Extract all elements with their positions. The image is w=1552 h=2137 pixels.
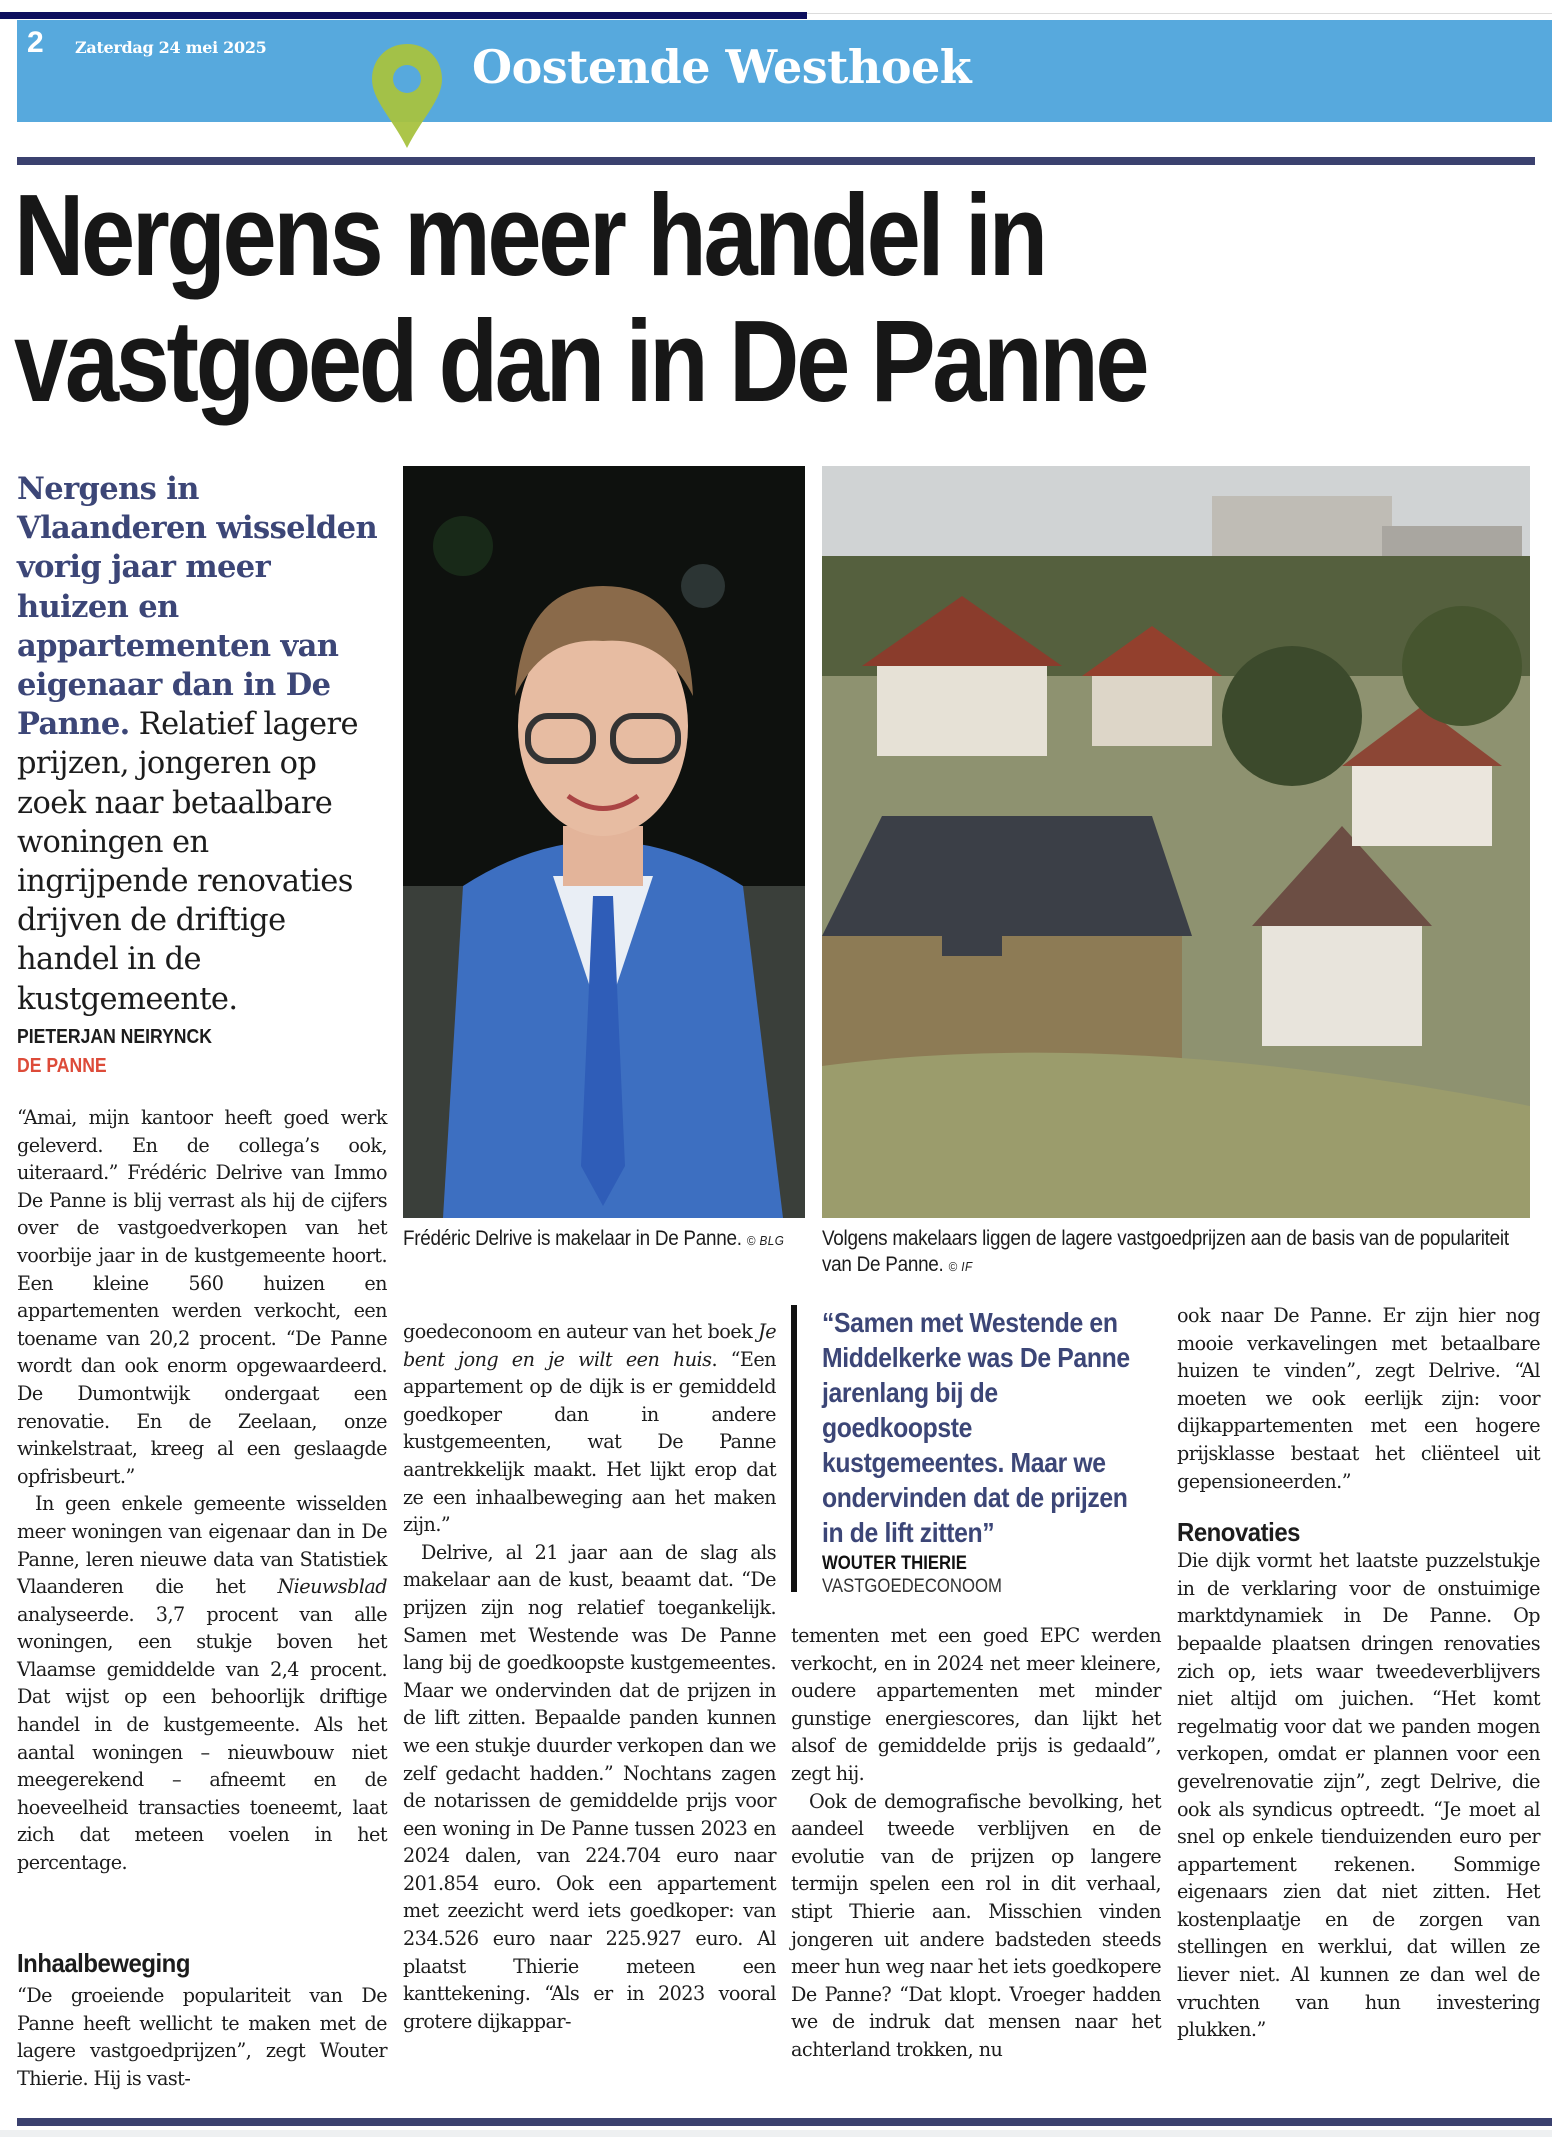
body-paragraph: “De groeiende populariteit van De Panne heeft wellicht te maken met de lagere vastgoedprijzen”, zegt Wouter Thierie. Hij is vast- [17, 1984, 387, 2090]
pull-quote-name: WOUTER THIERIE [822, 1553, 967, 1574]
body-paragraph: Die dijk vormt het laatste puzzelstukje in de verklaring voor de onstuimige marktdynamiek in De Panne. Op bepaalde plaatsen dringen renovaties zich op, iets waar tweedeverblijvers niet altijd om juichen. “Het komt regelmatig voor dat we panden mogen verkopen, omdat er plannen voor een gevelrenovatie zijn”, zegt Delrive, die ook als syndicus optreedt. “Je moet al snel op enkele tienduizenden euro per appartement rekenen. Sommige eigenaars zien dat niet zitten. Het kostenplaatje en de zorgen van stellingen en werklui, dat willen ze liever niet. Al kunnen ze dan wel de vruchten van hun investering plukken.” [1177, 1549, 1540, 2042]
top-hairline [807, 13, 1552, 14]
byline: PIETERJAN NEIRYNCK [17, 1026, 212, 1048]
article-headline [14, 172, 1291, 424]
portrait-caption [403, 1226, 799, 1254]
location-pin-icon [370, 42, 444, 150]
pull-quote-role: VASTGOEDECONOOM [822, 1576, 1002, 1597]
caption-text: Volgens makelaars liggen de lagere vastgoedprijzen aan de basis van de populariteit van De Panne. [822, 1227, 1509, 1276]
headline-line: Nergens meer handel in [14, 170, 1045, 300]
book-title: Je bent jong en je wilt een huis [403, 1320, 776, 1371]
subhead-inhaalbeweging: Inhaalbeweging [17, 1948, 190, 1978]
body-paragraph: tementen met een goed EPC werden verkocht, en in 2024 net meer kleinere, oudere appartementen met minder gunstige energiescores, dan lijkt het alsof de gemiddelde prijs is gedaald”, zegt hij. [791, 1624, 1161, 1785]
subhead-renovaties: Renovaties [1177, 1517, 1301, 1548]
issue-date: Zaterdag 24 mei 2025 [75, 38, 267, 57]
intro-text: Relatief lagere prijzen, jongeren op zoek naar betaalbare woningen en ingrijpende renovaties drijven de driftige handel in de kustgemeente. [17, 707, 358, 1017]
portrait-photo [403, 466, 805, 1218]
footer-rule [17, 2118, 1552, 2126]
caption-text: Frédéric Delrive is makelaar in De Panne. [403, 1227, 742, 1250]
body-paragraph: ook naar De Panne. Er zijn hier nog mooie verkavelingen met betaalbare huizen te vinden”, zegt Delrive. “Al moeten we ook eerlijk zijn: voor dijkappartementen met een hogere prijsklasse bestaat het cliënteel uit gepensioneerden.” [1177, 1304, 1540, 1493]
body-paragraph: Ook de demografische bevolking, het aandeel tweede verblijven en de evolutie van de prijzen op langere termijn spelen een rol in dit verhaal, stipt Thierie aan. Misschien vinden jongeren uit andere badsteden steeds meer hun weg naar het iets goedkopere De Panne? “Dat klopt. Vroeger hadden we de indruk dat mensen naar het achterland trokken, nu [791, 1789, 1161, 2061]
body-paragraph: Delrive, al 21 jaar aan de slag als makelaar aan de kust, beaamt dat. “De prijzen zijn nog relatief toegankelijk. Samen met Westende was De Panne lang bij de goedkoopste kustgemeentes. Maar we ondervinden dat de prijzen in de lift zitten. Bepaalde panden kunnen we een stukje duurder verkopen dan we zelf gedacht hadden.” Nochtans zagen de notarissen de gemiddelde prijs voor een woning in De Panne tussen 2023 en 2024 dalen, van 224.704 euro naar 201.854 euro. Ook een appartement met zeezicht werd iets goedkoper: van 234.526 euro naar 225.927 euro. Al plaatst Thierie meteen een kanttekening. “Als er in 2023 vooral grotere dijkappar- [403, 1540, 776, 2033]
body-column-2 [403, 1318, 776, 2035]
section-masthead [17, 20, 1552, 122]
body-paragraph [17, 1490, 387, 1876]
body-text: analyseerde. 3,7 procent van alle woningen, een stukje boven het Vlaamse gemiddelde van 2,4 procent. Dat wijst op een behoorlijk driftige handel in de kustgemeente. Als het aantal woningen – nieuwbouw niet meegerekend – afneemt en de hoeveelheid transacties toeneemt, laat zich dat meteen voelen in het percentage. [17, 1602, 387, 1875]
body-column-4 [1177, 1302, 1540, 2044]
top-accent-line [0, 12, 807, 19]
body-column-1 [17, 1104, 387, 1877]
portrait-illustration [403, 466, 805, 1218]
section-title: Oostende Westhoek [472, 40, 972, 94]
newspaper-name: Nieuwsblad [277, 1575, 387, 1599]
page-number: 2 [27, 26, 44, 59]
footer-strip [0, 2130, 1552, 2137]
pull-quote-bar [791, 1305, 797, 1592]
body-text: In geen enkele gemeente wisselden meer woningen van eigenaar dan in De Panne, leren nieuwe data van Statistiek Vlaanderen die het [17, 1492, 387, 1599]
photo-credit: © BLG [746, 1233, 785, 1248]
article-intro [17, 470, 387, 1019]
body-column-1-continued [17, 1982, 387, 2092]
body-paragraph: “Amai, mijn kantoor heeft goed werk geleverd. En de collega’s ook, uiteraard.” Frédéric Delrive van Immo De Panne is blij verrast als hij de cijfers over de vastgoedverkopen van het voorbije jaar in de kustgemeente hoort. Een kleine 560 huizen en appartementen werden verkocht, een toename van 20,2 procent. “De Panne wordt dan ook enorm opgewaardeerd. De Dumontwijk ondergaat een renovatie. En de Zeelaan, onze winkelstraat, kreeg al een geslaagde opfrisbeurt.” [17, 1106, 387, 1488]
dateline: DE PANNE [17, 1055, 107, 1077]
pull-quote: “Samen met Westende en Middelkerke was De Panne jarenlang bij de goedkoopste kustgemeentes. Maar we ondervinden dat de prijzen in de lift zitten” [822, 1307, 1130, 1548]
photo-credit: © IF [948, 1259, 973, 1274]
village-photo [822, 466, 1530, 1218]
body-paragraph [403, 1318, 776, 1539]
intro-lead: Nergens in Vlaanderen wisselden vorig jaar meer huizen en appartementen van eigenaar dan in De Panne. [17, 471, 378, 743]
body-column-3 [791, 1622, 1161, 2064]
body-text: goedeconoom en auteur van het boek [403, 1320, 759, 1343]
village-caption [822, 1226, 1533, 1280]
headline-rule [17, 157, 1535, 165]
village-illustration [822, 466, 1530, 1218]
body-text: . “Een appartement op de dijk is er gemiddeld goedkoper dan in andere kustgemeenten, wat De Panne aantrekkelijk maakt. Het lijkt erop dat ze een inhaalbeweging aan het maken zijn.” [403, 1347, 776, 1537]
headline-line: vastgoed dan in De Panne [14, 296, 1147, 426]
